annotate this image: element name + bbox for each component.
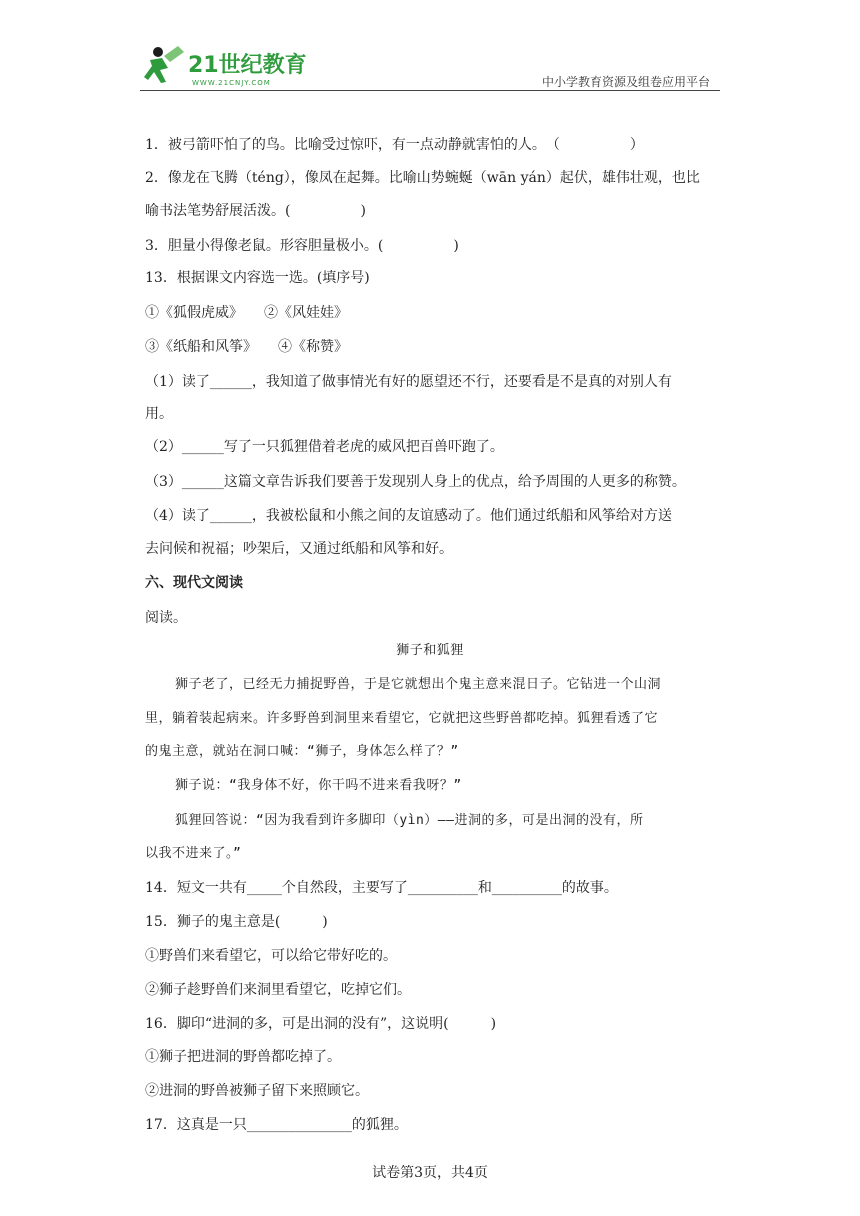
read-instruction: 阅读。 bbox=[145, 610, 187, 626]
story-p3-line2: 以我不进来了。” bbox=[145, 846, 242, 861]
header-divider bbox=[140, 90, 720, 91]
logo-text: 21世纪教育 bbox=[188, 53, 307, 78]
options-row-1: ①《狐假虎威》 ②《风娃娃》 bbox=[145, 305, 348, 321]
question-15-option-1: ①野兽们来看望它，可以给它带好吃的。 bbox=[145, 948, 397, 964]
21cnjy-logo bbox=[140, 40, 340, 90]
idiom-2: 2．像龙在飞腾（téng），像凤在起舞。比喻山势蜿蜒（wān yán）起伏，雄伟壮观，也比 bbox=[145, 170, 700, 186]
story-p1-line2: 里，躺着装起病来。许多野兽到洞里来看望它，它就把这些野兽都吃掉。狐狸看透了它 bbox=[145, 711, 659, 726]
story-p3-line1: 狐狸回答说：“因为我看到许多脚印（yìn）——进洞的多，可是出洞的没有，所 bbox=[175, 813, 644, 828]
question-13-3: （3）______这篇文章告诉我们要善于发现别人身上的优点，给予周围的人更多的称赞。 bbox=[145, 474, 686, 490]
question-14: 14．短文一共有_____个自然段，主要写了__________和__________的故事。 bbox=[145, 880, 618, 896]
story-p1-line3: 的鬼主意，就站在洞口喊：“狮子，身体怎么样了？” bbox=[145, 744, 459, 759]
question-16-option-1: ①狮子把进洞的野兽都吃掉了。 bbox=[145, 1049, 341, 1065]
section-heading: 六、现代文阅读 bbox=[145, 575, 243, 591]
options-row-2: ③《纸船和风筝》 ④《称赞》 bbox=[145, 339, 348, 355]
idiom-2-cont: 喻书法笔势舒展活泼。( ) bbox=[145, 203, 366, 219]
question-16: 16．脚印“进洞的多，可是出洞的没有”，这说明( ) bbox=[145, 1016, 497, 1032]
question-13-1-cont: 用。 bbox=[145, 406, 173, 422]
platform-label: 中小学教育资源及组卷应用平台 bbox=[541, 75, 710, 89]
question-13-1: （1）读了______，我知道了做事情光有好的愿望还不行，还要看是不是真的对别人有 bbox=[145, 374, 672, 390]
question-15: 15．狮子的鬼主意是( ) bbox=[145, 914, 328, 930]
story-title: 狮子和狐狸 bbox=[396, 643, 464, 658]
story-p1-line1: 狮子老了，已经无力捕捉野兽，于是它就想出个鬼主意来混日子。它钻进一个山洞 bbox=[175, 677, 662, 692]
question-15-option-2: ②狮子趁野兽们来洞里看望它，吃掉它们。 bbox=[145, 982, 411, 998]
story-p2: 狮子说：“我身体不好，你干吗不进来看我呀？” bbox=[175, 778, 462, 793]
idiom-1: 1．被弓箭吓怕了的鸟。比喻受过惊吓，有一点动静就害怕的人。 （ ） bbox=[145, 137, 644, 153]
logo-url: WWW.21CNJY.COM bbox=[192, 79, 271, 87]
page-footer: 试卷第3页，共4页 bbox=[372, 1165, 488, 1181]
page-header bbox=[140, 40, 720, 92]
question-13: 13．根据课文内容选一选。(填序号) bbox=[145, 270, 370, 286]
idiom-3: 3．胆量小得像老鼠。形容胆量极小。( ) bbox=[145, 238, 459, 254]
question-13-4-cont: 去问候和祝福；吵架后，又通过纸船和风筝和好。 bbox=[145, 541, 453, 557]
question-16-option-2: ②进洞的野兽被狮子留下来照顾它。 bbox=[145, 1083, 369, 1099]
question-13-4: （4）读了______，我被松鼠和小熊之间的友谊感动了。他们通过纸船和风筝给对方送 bbox=[145, 508, 672, 524]
question-17: 17．这真是一只_______________的狐狸。 bbox=[145, 1117, 408, 1133]
question-13-2: （2）______写了一只狐狸借着老虎的威风把百兽吓跑了。 bbox=[145, 439, 504, 455]
